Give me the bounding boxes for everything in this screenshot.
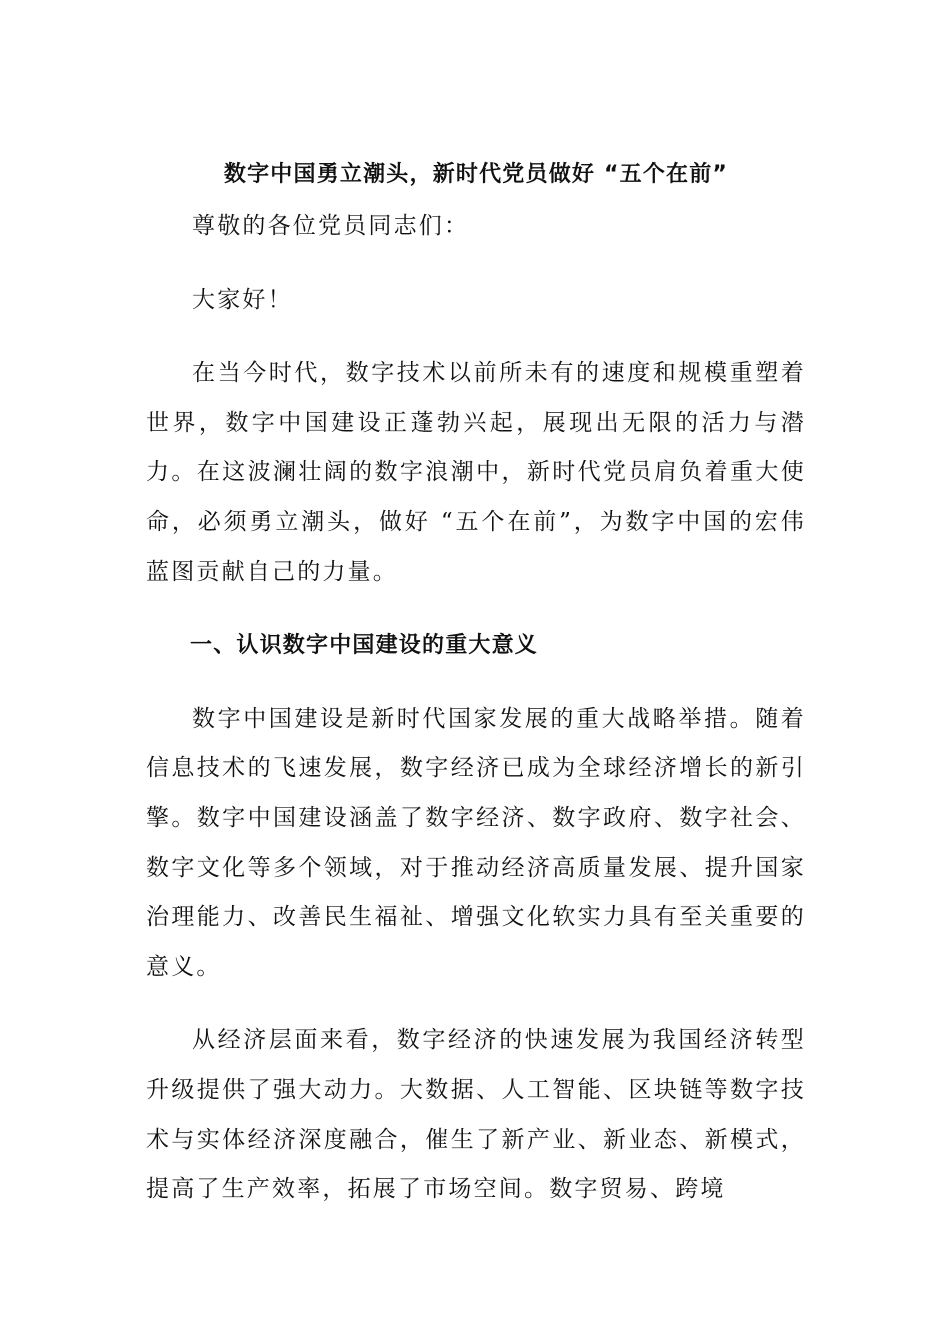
section-paragraph: 从经济层面来看，数字经济的快速发展为我国经济转型升级提供了强大动力。大数据、人工智能、区块链等数字技术与实体经济深度融合，催生了新产业、新业态、新模式，提高了生产效率，拓展了市场空间。数字贸易、跨境 [146, 1027, 806, 1203]
greeting: 大家好！ [192, 286, 293, 313]
document-body [146, 148, 806, 1239]
salutation: 尊敬的各位党员同志们： [192, 213, 470, 239]
document-title: 数字中国勇立潮头，新时代党员做好 “五个在前” [223, 162, 729, 187]
section-heading: 一、认识数字中国建设的重大意义 [190, 633, 539, 659]
section-paragraph: 数字中国建设是新时代国家发展的重大战略举措。随着信息技术的飞速发展，数字经济已成为全球经济增长的新引擎。数字中国建设涵盖了数字经济、数字政府、数字社会、数字文化等多个领域，对于推动经济高质量发展、提升国家治理能力、改善民生福祉、增强文化软实力具有至关重要的意义。 [146, 705, 806, 980]
intro-paragraph: 在当今时代，数字技术以前所未有的速度和规模重塑着世界，数字中国建设正蓬勃兴起，展现出无限的活力与潜力。在这波澜壮阔的数字浪潮中，新时代党员肩负着重大使命，必须勇立潮头，做好 “五个在前”，为数字中国的宏伟蓝图贡献自己的力量。 [146, 360, 806, 585]
